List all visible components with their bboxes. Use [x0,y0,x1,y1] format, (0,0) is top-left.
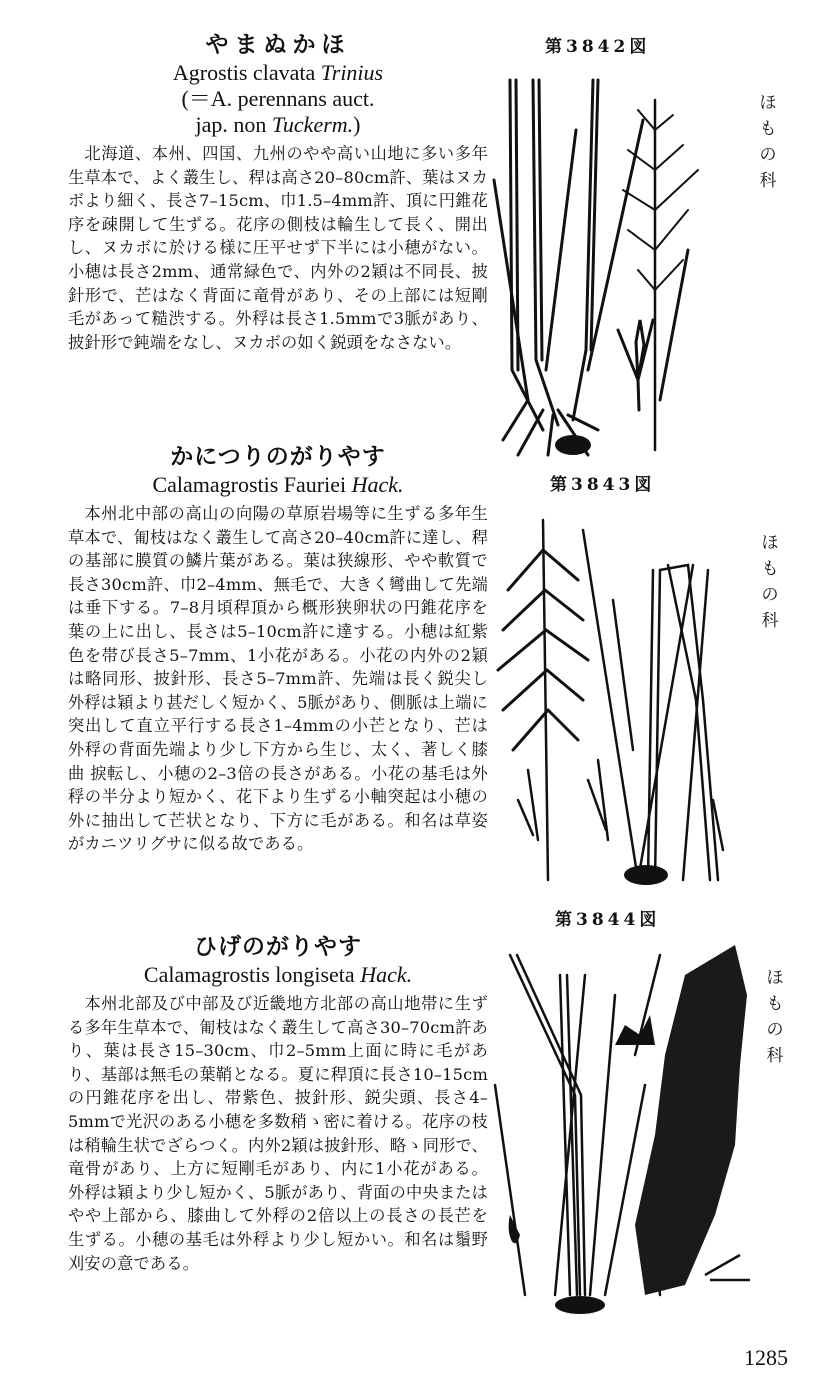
grass-illustration-icon [485,935,765,1325]
family-char: ほ [766,968,784,988]
family-char: 科 [766,1046,784,1066]
text-column [68,30,488,1275]
family-char: も [761,559,779,579]
latin-synonym-line [68,112,488,138]
figure-label: 第3843図 [550,475,656,495]
figure-label: 第3842図 [545,37,651,57]
grass-illustration-icon [488,70,738,460]
latin-synonym: jap. non [195,112,272,137]
entry-description [68,502,488,856]
latin-name-line [68,472,488,498]
entry-title-jp: やまぬかほ [205,32,351,58]
family-char: の [761,585,779,605]
latin-author: Hack. [360,962,413,987]
latin-binomial: Agrostis clavata [172,60,321,85]
figure-label: 第3844図 [555,910,661,930]
entry-description [68,142,488,354]
family-char: ほ [759,93,777,113]
family-char: の [759,145,777,165]
latin-synonym: (＝A. perennans auct. [181,86,375,111]
latin-name-line [68,60,488,86]
family-char: 科 [761,611,779,631]
family-char: も [766,994,784,1014]
entry-kanitsurinogariyasu [68,442,488,932]
description-text: 本州北中部の高山の向陽の草原岩場等に生ずる多年生草本で、匍枝はなく叢生して高さ20–40cm許に達し、稈の基部に膜質の鱗片葉がある。葉は狭線形、やや軟質で長さ30cm許、巾2–4mm、無毛で、大きく彎曲して先端は垂下する。7–8月頃稈頂から概形狭卵状の円錐花序を葉の上に出し、長さは5–10cm許に達する。小穂は紅紫色を帯び長さ5–7mm、1小花がある。小花の内外の2穎は略同形、披針形、長さ5–7mm許、先端は長く鋭尖し外稃は穎より甚だしく短かく、5脈があり、側脈は上端に突出して直立平行する長さ1–4mmの小芒となり、芒は外稃の背面先端より少し下方から生じ、太く、著しく膝曲 捩転し、小穂の2–3倍の長さがある。小花の基毛は外稃の半分より短かく、花下より生ずる小軸突起は小穂の外に抽出して芒状となり、下方に毛がある。和名は草姿がカニツリグサに似る故である。 [68,504,488,854]
family-char: の [766,1020,784,1040]
grass-illustration-icon [488,500,748,890]
entry-title-jp: ひげのがりやす [194,934,362,960]
latin-author: Tuckerm. [271,112,354,137]
description-text: 北海道、本州、四国、九州のやや高い山地に多い多年生草本で、よく叢生し、稈は高さ20–80cm許、葉はヌカボより細く、長さ7–15cm、巾1.5–4mm許、頂に円錐花序を疎開して生ずる。花序の側枝は輪生して長く、開出し、ヌカボに於ける様に圧平せず下半には小穂がない。小穂は長さ2mm、通常緑色で、内外の2穎は不同長、披針形で、芒はなく背面に竜骨があり、その上部には短剛毛があって糙渋する。外稃は長さ1.5mmで3脈があり、披針形で鈍端をなし、ヌカボの如く鋭頭をなさない。 [68,144,488,352]
family-char: 科 [759,171,777,191]
entry-higenogariyasu [68,932,488,1275]
latin-synonym-line [68,86,488,112]
latin-name-line [68,962,488,988]
page-number: 1285 [744,1345,788,1370]
latin-suffix: ) [353,112,361,137]
family-label [760,530,780,634]
family-label [758,90,778,194]
family-char: ほ [761,533,779,553]
description-text: 本州北部及び中部及び近畿地方北部の高山地帯に生ずる多年生草本で、匍枝はなく叢生して高さ30–70cm許あり、葉は長さ15–30cm、巾2–5mm上面に時に毛があり、基部は無毛の葉鞘となる。夏に稈頂に長さ10–15cmの円錐花序を出し、帯紫色、披針形、鋭尖頭、長さ4–5mmで光沢のある小穂を多数稍ゝ密に着ける。花序の枝は稍輪生状でざらつく。内外2穎は披針形、略ゝ同形で、竜骨があり、上方に短剛毛があり、内に1小花がある。外稃は穎より少し短かく、5脈があり、背面の中央またはやや上部から、膝曲して外稃の2倍以上の長さの長芒を生ずる。小穂の基毛は外稃より少し短かい。和名は鬚野刈安の意である。 [68,994,488,1273]
entry-yamanukaho [68,30,488,442]
latin-binomial: Calamagrostis longiseta [143,962,361,987]
entry-title-jp: かにつりのがりやす [170,444,386,470]
latin-binomial: Calamagrostis Fauriei [152,472,352,497]
latin-author: Hack. [351,472,404,497]
family-label [765,965,785,1069]
entry-description [68,992,488,1275]
family-char: も [759,119,777,139]
latin-author: Trinius [320,60,384,85]
